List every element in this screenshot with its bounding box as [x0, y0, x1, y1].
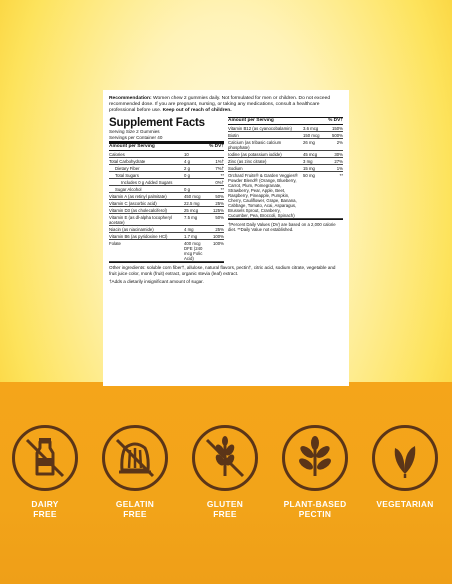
nutrient-dv: **: [339, 172, 343, 178]
nutrient-row: [109, 214, 224, 226]
nutrient-row: [228, 151, 343, 158]
nutrient-dv: 150%: [332, 125, 343, 131]
nutrient-row: [109, 158, 224, 165]
nutrient-row: [109, 207, 224, 214]
supplement-label: [103, 90, 349, 386]
facts-left-column: [109, 117, 224, 263]
nutrient-amount: 450 mcg: [184, 193, 201, 199]
nutrient-row: [109, 240, 224, 262]
vegetarian-icon: [372, 425, 438, 491]
nutrient-name: Vitamin E (as dl-alpha tocopheryl acetate): [109, 214, 172, 225]
dv-footnote: †Percent Daily Values (DV) are based on a 2,000 calorie diet. **Daily Value not established.: [228, 222, 336, 233]
badge-label: GELATIN FREE: [115, 499, 155, 519]
nutrient-row: [109, 151, 224, 158]
nutrient-dv: 125%: [213, 207, 224, 213]
nutrient-name: Vitamin D3 (as cholecalciferol): [109, 207, 167, 213]
nutrient-name: Sodium: [228, 165, 243, 171]
nutrient-row: [228, 139, 343, 151]
badge-label: GLUTEN FREE: [206, 499, 244, 519]
serving-size: Serving Size 2 Gummies: [109, 129, 160, 135]
nutrient-dv: 25%: [215, 226, 224, 232]
nutrient-dv: 100%: [213, 233, 224, 239]
badge-plant-based-pectin: [270, 425, 360, 519]
nutrient-dv: **: [220, 172, 224, 178]
nutrient-amount: 0 g: [184, 172, 190, 178]
nutrient-row: [228, 165, 343, 172]
nutrient-amount: 7.5 mg: [184, 214, 198, 220]
nutrient-dv: [210, 152, 224, 157]
nutrient-name: Includes 0 g Added Sugars: [121, 179, 173, 185]
nutrient-dv: 50%: [215, 214, 224, 220]
nutrient-name: Iodine (as potassium iodide): [228, 151, 282, 157]
nutrient-name: Calcium (as tribasic calcium phosphate): [228, 139, 282, 150]
nutrient-dv: 30%: [334, 151, 343, 157]
nutrient-row: [109, 200, 224, 207]
nutrient-name: Folate: [109, 240, 121, 246]
nutrient-amount: 1.7 mg: [184, 233, 198, 239]
nutrient-row: [228, 132, 343, 139]
nutrient-amount: 45 mcg: [303, 151, 318, 157]
other-ingredients: Other ingredients: soluble corn fiber†, allulose, natural flavors, pectin†, citric acid, sodium citrate, vegetable and fruit juice color, monk (fruit) extract, organic stevia (leaf) extract.: [109, 265, 336, 276]
nutrient-amount: 4 mg: [184, 226, 194, 232]
badge-dairy-free: [0, 425, 90, 519]
badge-row: [0, 425, 452, 565]
nutrient-amount: [184, 180, 210, 185]
nutrient-amount: 26 mg: [303, 139, 315, 145]
nutrient-dv: 7%†: [215, 165, 224, 171]
plant-based-pectin-icon: [282, 425, 348, 491]
nutrient-amount: 10: [184, 151, 189, 157]
nutrient-name: Orchard Fruits® & Garden Veggies® Powder Blend® (Orange, Blueberry, Carrot, Plum, Pomegranate, Strawberry, Pear, Apple, Beet, Raspberry, Pineapple, Pumpkin, Cherry, Cauliflower, Grape, Banana, Cabbage, Tomato, Acai, Asparagus, Brussels Sprout, Cranberry, Cucumber, Pea, Broccoli, Spinach): [228, 172, 298, 218]
nutrient-dv: 27%: [334, 158, 343, 164]
nutrient-name: Total Sugars: [115, 172, 139, 178]
nutrient-name: Dietary Fiber: [115, 165, 140, 171]
nutrient-name: Calories: [109, 151, 125, 157]
nutrient-name: Total Carbohydrate: [109, 158, 146, 164]
nutrient-name: Vitamin B12 (as cyanocobalamin): [228, 125, 292, 131]
nutrient-amount: 4 g: [184, 158, 190, 164]
nutrient-amount: 25 mcg: [184, 207, 199, 213]
nutrient-row: [109, 226, 224, 233]
nutrient-name: Biotin: [228, 132, 239, 138]
dairy-free-icon: [12, 425, 78, 491]
nutrient-amount: 50 mg: [303, 172, 315, 178]
nutrient-dv: 50%: [215, 193, 224, 199]
badge-gelatin-free: [90, 425, 180, 519]
nutrient-name: Vitamin B6 (as pyridoxine HCl): [109, 233, 168, 239]
nutrient-dv: 0%†: [215, 179, 224, 185]
nutrient-name: Sugar Alcohol: [115, 186, 142, 192]
nutrient-row: [109, 193, 224, 200]
badge-vegetarian: [360, 425, 450, 509]
servings-per-container: Servings per Container 40: [109, 134, 163, 140]
badge-label: DAIRY FREE: [31, 499, 59, 519]
recommendation-text: Recommendation: Women chew 2 gummies daily. Not formulated for men or children. Do not exceed recommended dose. If you are pregnant, nursing, or taking any medications, consult a healthcare professional before use. Keep out of reach of children.: [109, 96, 331, 114]
nutrient-row: [109, 165, 224, 172]
nutrient-row: [228, 125, 343, 132]
nutrient-amount: 150 mcg: [303, 132, 320, 138]
nutrient-amount: 15 mg: [303, 165, 315, 171]
badge-gluten-free: [180, 425, 270, 519]
nutrient-row: [228, 158, 343, 165]
nutrient-dv: 500%: [332, 132, 343, 138]
nutrient-name: Niacin (as niacinamide): [109, 226, 154, 232]
nutrient-amount: 22.5 mg: [184, 200, 200, 206]
nutrient-row: [109, 186, 224, 193]
facts-right-column: [228, 117, 343, 263]
facts-header-right: Amount per Serving % DV†: [228, 118, 343, 124]
nutrient-amount: 3.6 mcg: [303, 125, 319, 131]
nutrient-amount: 0 g: [184, 186, 190, 192]
nutrient-name: Vitamin C (ascorbic acid): [109, 200, 157, 206]
nutrient-row: [109, 233, 224, 240]
nutrient-dv: 25%: [215, 200, 224, 206]
badge-label: PLANT-BASED PECTIN: [283, 499, 347, 519]
nutrient-dv: 1%†: [215, 158, 224, 164]
nutrient-dv: 1%: [336, 165, 343, 171]
nutrient-dv: **: [220, 186, 224, 192]
nutrient-name: Zinc (as zinc citrate): [228, 158, 267, 164]
badge-label: VEGETARIAN: [376, 499, 434, 509]
supplement-facts-title: Supplement Facts: [109, 117, 205, 130]
nutrient-amount: 400 mcg DFE (240 mcg Folic Acid): [184, 240, 203, 261]
nutrient-amount: 3 mg: [303, 158, 313, 164]
gluten-free-icon: [192, 425, 258, 491]
sugar-note: †Adds a dietarily insignificant amount of sugar.: [109, 279, 204, 285]
facts-header: Amount per Serving % DV†: [109, 144, 224, 150]
nutrient-amount: 2 g: [184, 165, 190, 171]
gelatin-free-icon: [102, 425, 168, 491]
nutrient-dv: 2%: [336, 139, 343, 145]
nutrient-row: [109, 172, 224, 179]
nutrient-row: [109, 179, 224, 186]
nutrient-name: Vitamin A (as retinyl palmitate): [109, 193, 167, 199]
nutrient-dv: 100%: [213, 240, 224, 246]
nutrient-row: [228, 172, 343, 219]
